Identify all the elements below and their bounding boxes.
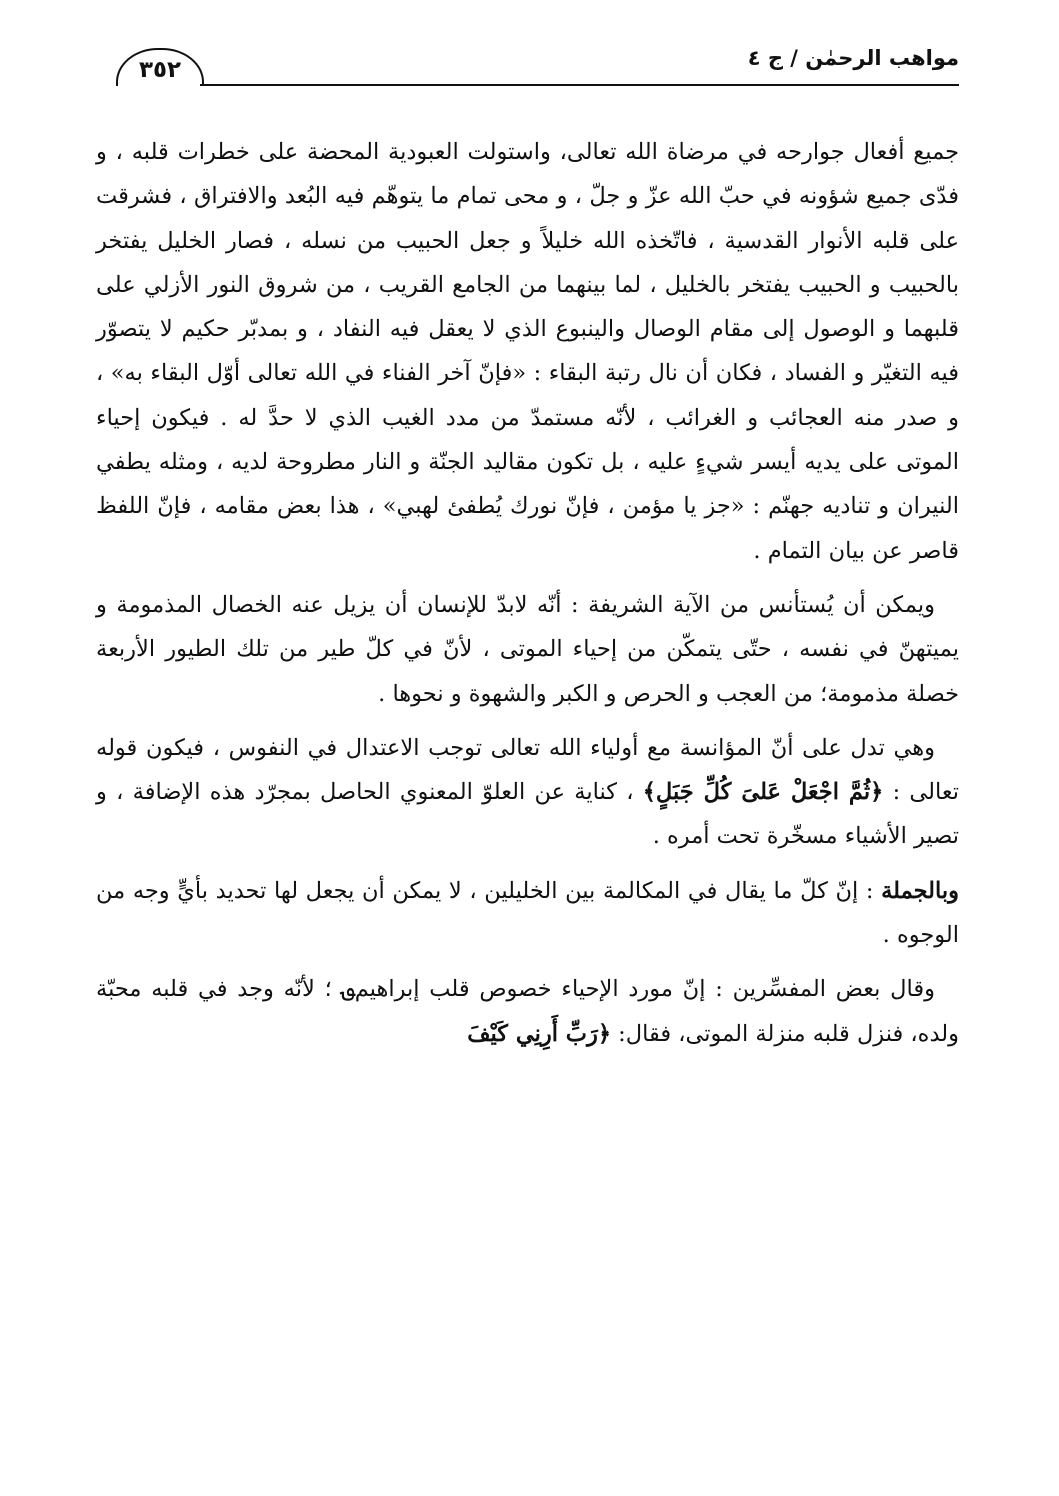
paragraph-4-lead: وبالجملة — [881, 877, 959, 904]
page-number: ٣٥٢ — [116, 48, 204, 86]
paragraph-5 — [96, 967, 959, 1056]
paragraph-3 — [96, 726, 959, 859]
quran-verse: ﴿رَبِّ أَرِنِي كَيْفَ — [467, 1020, 612, 1047]
paragraph-3-text-start: وهي تدل على أنّ المؤانسة مع أولياء الله تعالى توجب الاعتدال في النفوس ، فيكون قوله تعالى : — [96, 734, 960, 806]
page-header — [96, 40, 959, 92]
running-title: مواهب الرحمٰن / ج ٤ — [747, 46, 959, 70]
paragraph-1-text: جميع أفعال جوارحه في مرضاة الله تعالى، واستولت العبودية المحضة على خطرات قلبه ، و فدّى جميع شؤونه في حبّ الله عزّ و جلّ ، و محى تمام ما يتوهّم فيه البُعد والافتراق ، فشرقت على قلبه الأنوار القدسية ، فاتّخذه الله خليلاً و جعل الحبيب من نسله ، فصار الخليل يفتخر بالحبيب و الحبيب يفتخر بالخليل ، لما بينهما من الجامع القريب ، من شروق النور الأزلي على قلبهما و الوصول إلى مقام الوصال والينبوع الذي لا يعقل فيه النفاد ، و بمدبّر حكيم لا يتصوّر فيه التغيّر و الفساد ، فكان أن نال رتبة البقاء : «فإنّ آخر الفناء في الله تعالى أوّل البقاء به» ، و صدر منه العجائب و الغرائب ، لأنّه مستمدّ من مدد الغيب الذي لا حدَّ له . فيكون إحياء الموتى على يديه أيسر شيءٍ عليه ، بل تكون مقاليد الجنّة و النار مطروحة لديه ، ومثله يطفي النيران و تناديه جهنّم : «جز يا مؤمن ، فإنّ نورك يُطفئ لهبي» ، هذا بعض مقامه ، فإنّ اللفظ قاصر عن بيان التمام . — [96, 139, 959, 564]
paragraph-4-text: : إنّ كلّ ما يقال في المكالمة بين الخليلين ، لا يمكن أن يجعل لها تحديد بأيٍّ وجه من الوجوه . — [96, 877, 959, 949]
page-body — [96, 130, 959, 1066]
paragraph-3-text-end: ، كناية عن العلوّ المعنوي الحاصل بمجرّد هذه الإضافة ، و تصير الأشياء مسخّرة تحت أمره . — [96, 779, 959, 850]
paragraph-1 — [96, 130, 959, 573]
header-rule — [200, 84, 959, 86]
paragraph-5-text: وقال بعض المفسِّرين : إنّ مورد الإحياء خصوص قلب إبراهيم؈ ؛ لأنّه وجد في قلبه محبّة ولده، فنزل قلبه منزلة الموتى، فقال: — [96, 976, 959, 1047]
paragraph-2 — [96, 583, 959, 716]
paragraph-2-text: ويمكن أن يُستأنس من الآية الشريفة : أنّه لابدّ للإنسان أن يزيل عنه الخصال المذمومة و يميتهنّ في نفسه ، حتّى يتمكّن من إحياء الموتى ، لأنّ في كلّ طير من تلك الطيور الأربعة خصلة مذمومة؛ من العجب و الحرص و الكبر والشهوة و نحوها . — [96, 591, 959, 707]
quran-verse: ﴿ثُمَّ اجْعَلْ عَلىَ كُلِّ جَبَلٍ﴾ — [642, 779, 884, 806]
paragraph-4 — [96, 869, 959, 958]
